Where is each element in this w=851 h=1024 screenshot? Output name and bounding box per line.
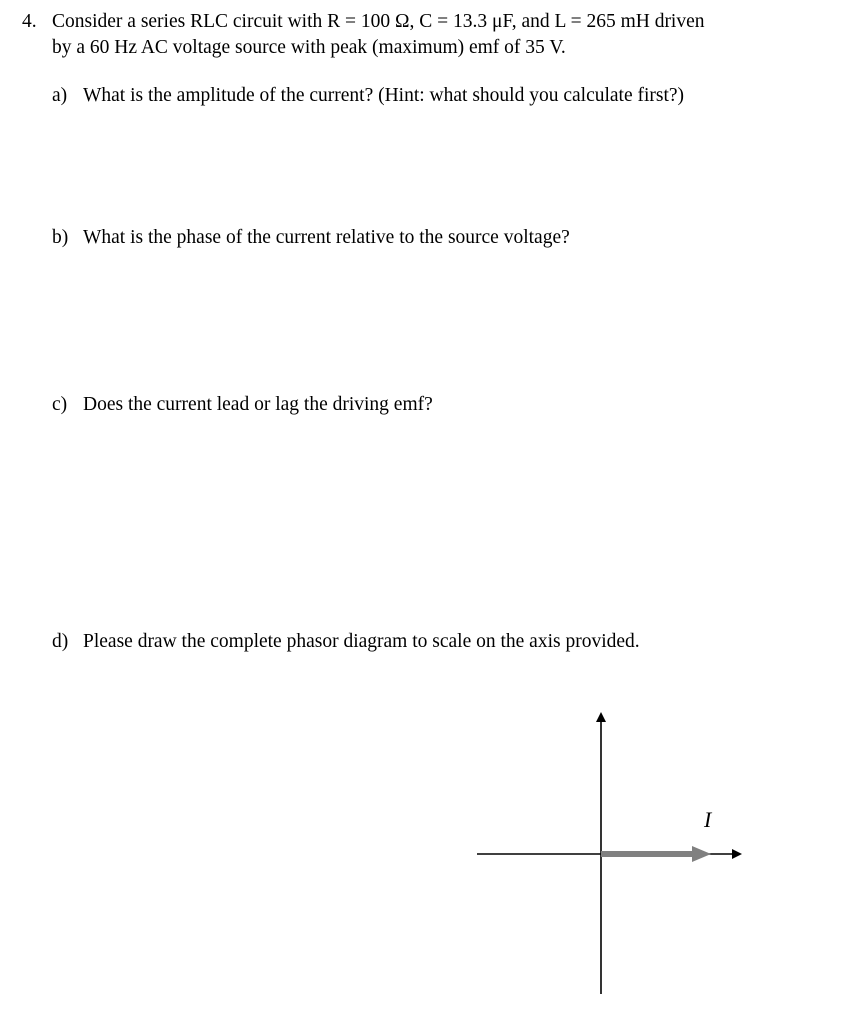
question-part-a [52,83,684,109]
part-c-text: Does the current lead or lag the driving emf? [83,394,433,415]
problem-text-line-1: Consider a series RLC circuit with R = 100 Ω, C = 13.3 μF, and L = 265 mH driven [52,11,705,32]
horizontal-axis-arrowhead [732,849,742,859]
problem-number: 4. [22,11,37,32]
part-a-letter: a) [52,85,68,106]
part-b-letter: b) [52,227,69,248]
current-phasor-arrowhead [692,846,711,862]
question-part-b [52,225,570,251]
question-part-d [52,629,640,655]
vertical-axis-arrowhead [596,712,606,722]
question-part-c [52,392,433,418]
part-b-text: What is the phase of the current relative to the source voltage? [83,227,570,248]
part-d-text: Please draw the complete phasor diagram to scale on the axis provided. [83,631,640,652]
problem-text-line-2: by a 60 Hz AC voltage source with peak (maximum) emf of 35 V. [52,37,566,58]
part-c-letter: c) [52,394,68,415]
part-a-text: What is the amplitude of the current? (Hint: what should you calculate first?) [83,85,685,106]
phasor-diagram-axes [470,700,760,1000]
current-phasor-label: I [704,807,712,832]
part-d-letter: d) [52,631,69,652]
